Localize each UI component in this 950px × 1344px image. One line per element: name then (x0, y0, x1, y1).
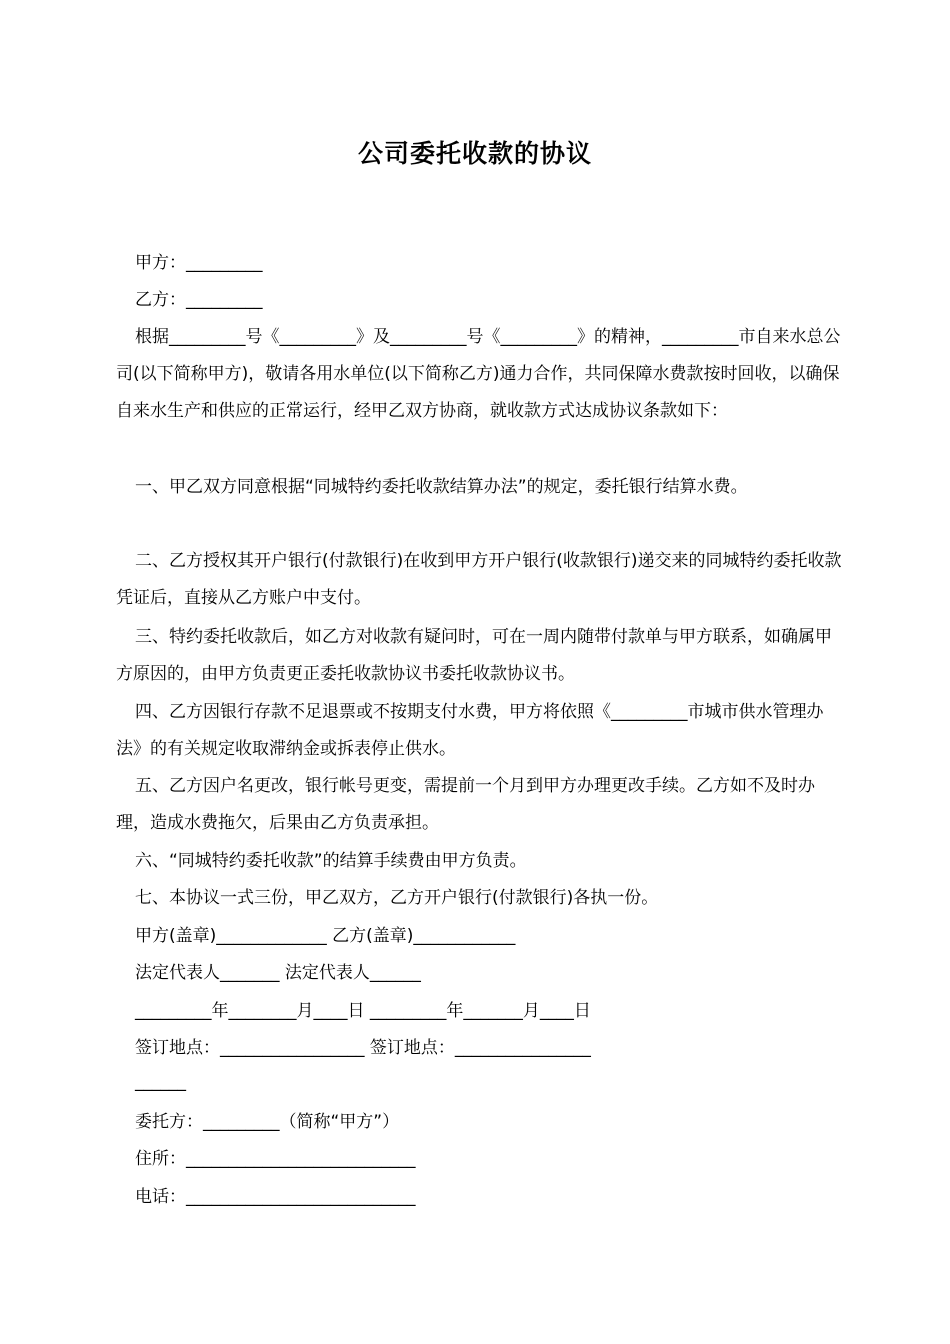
date-line: _________年________月____日 _________年_______月____日 (135, 1001, 591, 1021)
entrusting-party-line: 委托方：_________（简称“甲方”） (135, 1112, 400, 1132)
clause-4: 四、乙方因银行存款不足退票或不按期支付水费，甲方将依照《_________市城市供水管理办法》的有关规定收取滞纳金或拆表停止供水。 (116, 702, 824, 759)
clause-2: 二、乙方授权其开户银行(付款银行)在收到甲方开户银行(收款银行)递交来的同城特约委托收款凭证后，直接从乙方账户中支付。 (116, 551, 842, 608)
intro-paragraph: 根据_________号《_________》及_________号《_________》的精神，_________市自来水总公司(以下简称甲方)，敬请各用水单位(以下简称乙方)通力合作，共同保障水费款按时回收，以确保自来水生产和供应的正常运行，经甲乙双方协商，就收款方式达成协议条款如下： (116, 327, 841, 421)
representative-line: 法定代表人_______ 法定代表人______ (135, 963, 421, 983)
address-line: 住所：___________________________ (135, 1149, 416, 1169)
clause-6: 六、“同城特约委托收款”的结算手续费由甲方负责。 (135, 851, 527, 871)
party-b-line: 乙方：_________ (135, 290, 263, 310)
party-a-line: 甲方：_________ (135, 253, 263, 273)
phone-line: 电话：___________________________ (135, 1187, 416, 1207)
clause-7: 七、本协议一式三份，甲乙双方，乙方开户银行(付款银行)各执一份。 (135, 888, 659, 908)
clause-1: 一、甲乙双方同意根据“同城特约委托收款结算办法”的规定，委托银行结算水费。 (135, 477, 748, 497)
clause-3: 三、特约委托收款后，如乙方对收款有疑问时，可在一周内随带付款单与甲方联系，如确属甲方原因的，由甲方负责更正委托收款协议书委托收款协议书。 (116, 627, 832, 684)
seal-line: 甲方(盖章)_____________ 乙方(盖章)____________ (135, 926, 516, 946)
separator-line: ______ (135, 1072, 186, 1092)
clause-5: 五、乙方因户名更改，银行帐号更变，需提前一个月到甲方办理更改手续。乙方如不及时办理，造成水费拖欠，后果由乙方负责承担。 (116, 776, 815, 833)
document-title: 公司委托收款的协议 (357, 139, 592, 168)
signing-place-line: 签订地点：_________________ 签订地点：________________ (135, 1038, 591, 1058)
